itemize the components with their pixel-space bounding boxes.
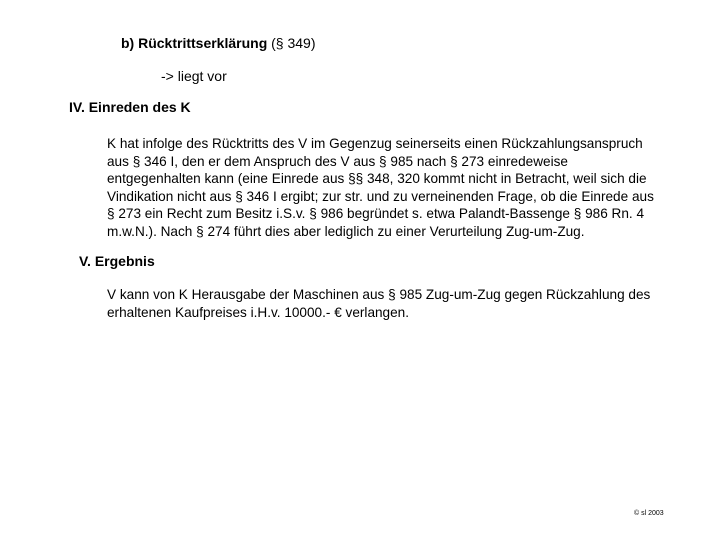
section-v-heading: V. Ergebnis: [79, 253, 155, 269]
section-iv-heading: IV. Einreden des K: [69, 99, 191, 115]
section-v-line: erhaltenen Kaufpreises i.H.v. 10000.- € verlangen.: [107, 305, 410, 320]
section-b-result: -> liegt vor: [161, 68, 227, 84]
section-b-heading-text: b) Rücktrittserklärung: [121, 35, 268, 51]
section-iv-line: entgegenhalten kann (eine Einrede aus §§ 348, 320 kommt nicht in Betracht, weil sich die: [107, 171, 647, 187]
section-iv-line: K hat infolge des Rücktritts des V im Gegenzug seinerseits einen Rückzahlungsanspruch: [107, 136, 643, 151]
copyright-notice: © sl 2003: [634, 510, 664, 517]
section-b-heading-paragraph: (§ 349): [271, 35, 316, 51]
section-iv-line: aus § 346 I, den er dem Anspruch des V aus § 985 nach § 273 einredeweise: [107, 153, 568, 169]
section-b-heading: [121, 35, 316, 51]
section-iv-line: § 273 ein Recht zum Besitz i.S.v. § 986 begründet s. etwa Palandt-Bassenge § 986 Rn. 4: [107, 206, 645, 222]
section-iv-line: m.w.N.). Nach § 274 führt dies aber lediglich zu einer Verurteilung Zug-um-Zug.: [107, 223, 585, 239]
section-v-body: [107, 286, 687, 322]
section-v-line: V kann von K Herausgabe der Maschinen aus § 985 Zug-um-Zug gegen Rückzahlung des: [107, 287, 651, 302]
section-iv-body: [107, 135, 687, 241]
section-iv-line: Vindikation nicht aus § 346 I ergibt; zur str. und zu verneinenden Frage, ob die Einrede aus: [107, 188, 654, 204]
